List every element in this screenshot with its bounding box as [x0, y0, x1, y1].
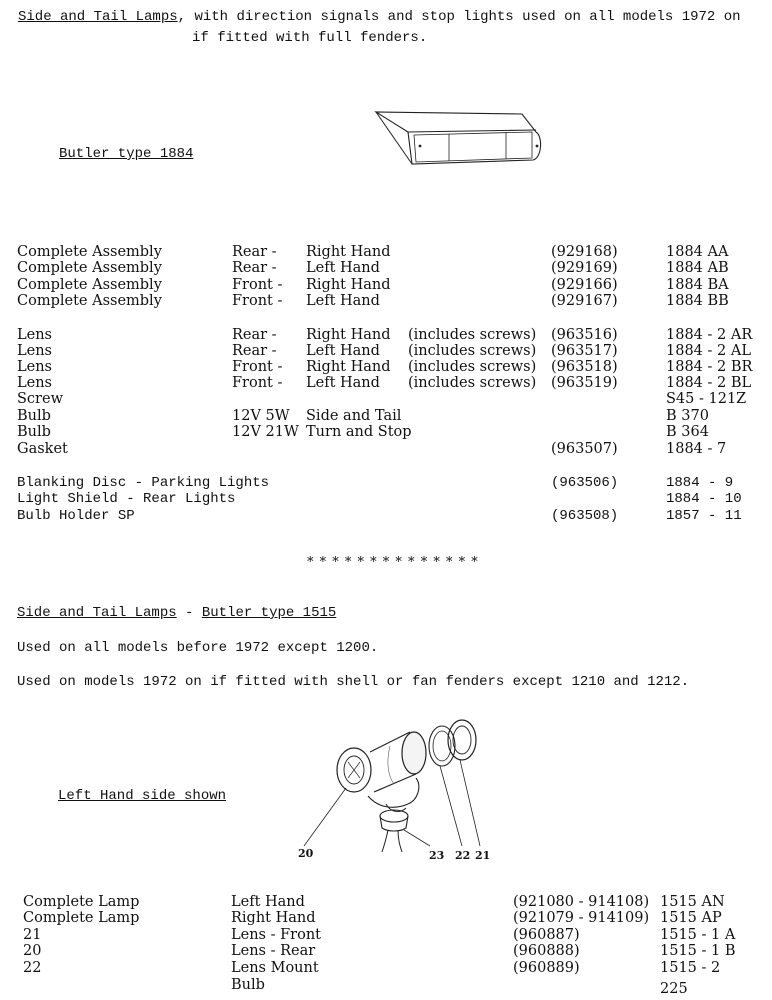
table-1884-row-2-c1: Complete Assembly: [17, 277, 162, 293]
left-hand-side-caption: Left Hand side shown: [58, 788, 227, 804]
table-1884-row-3-c1: Complete Assembly: [17, 293, 162, 309]
table-1884-row-2-c6: 1884 BA: [666, 277, 729, 293]
table-1884-row-10-c6: B 364: [666, 424, 709, 440]
table-1884-extra-row-2-c5: (963508): [551, 508, 619, 524]
table-1515-row-0-c2: Left Hand: [231, 894, 305, 910]
table-1884-row-7-c6: 1884 - 2 BL: [666, 375, 752, 391]
table-1884-row-2-c3: Right Hand: [306, 277, 391, 293]
table-1884-row-7-c3: Left Hand: [306, 375, 380, 391]
table-1515-row-0-c4: 1515 AN: [660, 894, 725, 910]
table-1884-extra-row-0-c6: 1884 - 9: [666, 475, 734, 491]
table-1515-row-3-c4: 1515 - 1 B: [660, 943, 736, 959]
header-line-1: [18, 9, 741, 25]
table-1884-row-0-c6: 1884 AA: [666, 244, 729, 260]
table-1884-row-3-c6: 1884 BB: [666, 293, 729, 309]
table-1884-row-3-c5: (929167): [551, 293, 618, 309]
section-2-note-2: Used on models 1972 on if fitted with shell or fan fenders except 1210 and 1212.: [17, 674, 690, 690]
table-1884-row-10-c2: 12V 21W: [232, 424, 299, 440]
table-1884-row-8-c6: S45 - 121Z: [666, 391, 747, 407]
header-line-2: if fitted with full fenders.: [192, 30, 428, 46]
table-1515-row-1-c3: (921079 - 914109): [513, 910, 650, 926]
table-1515-row-3-c2: Lens - Rear: [231, 943, 316, 959]
table-1884-row-4-c3: Right Hand: [306, 327, 391, 343]
table-1884-row-4-c1: Lens: [17, 327, 52, 343]
table-1884-row-8-c1: Screw: [17, 391, 63, 407]
table-1884-row-3-c3: Left Hand: [306, 293, 380, 309]
table-1884-row-0-c5: (929168): [551, 244, 618, 260]
table-1884-row-10-c1: Bulb: [17, 424, 51, 440]
table-1884-row-5-c6: 1884 - 2 AL: [666, 343, 751, 359]
table-1515-row-2-c4: 1515 - 1 A: [660, 927, 736, 943]
table-1884-row-7-c2: Front -: [232, 375, 283, 391]
table-1884-row-5-c4: (includes screws): [408, 343, 537, 359]
table-1884-row-2-c2: Front -: [232, 277, 283, 293]
table-1515-row-4-c1: 22: [23, 960, 42, 976]
separator-stars: * * * * * * * * * * * * * *: [307, 555, 479, 570]
section-2-title-dash: -: [176, 605, 202, 621]
table-1884-row-7-c1: Lens: [17, 375, 52, 391]
table-1884-row-4-c2: Rear -: [232, 327, 277, 343]
table-1884-row-10-c3: Turn and Stop: [306, 424, 412, 440]
section-2-title: [17, 605, 336, 621]
table-1884-row-9-c3: Side and Tail: [306, 408, 402, 424]
table-1884-row-4-c6: 1884 - 2 AR: [666, 327, 753, 343]
table-1884-row-2-c5: (929166): [551, 277, 618, 293]
table-1884-extra-row-2-c1: Bulb Holder SP: [17, 508, 135, 524]
table-1884-row-11-c5: (963507): [551, 441, 618, 457]
table-1884-row-1-c5: (929169): [551, 260, 618, 276]
butler-type-1884-label: Butler type 1884: [59, 146, 194, 162]
table-1884-row-4-c5: (963516): [551, 327, 618, 343]
table-1884-row-9-c2: 12V 5W: [232, 408, 290, 424]
section-2-title-text: Side and Tail Lamps: [17, 605, 177, 621]
table-1515-row-3-c1: 20: [23, 943, 42, 959]
table-1515-row-3-c3: (960888): [513, 943, 580, 959]
table-1515-row-1-c2: Right Hand: [231, 910, 316, 926]
table-1515-row-2-c1: 21: [23, 927, 42, 943]
callout-21: 21: [475, 849, 491, 862]
table-1515-row-2-c3: (960887): [513, 927, 580, 943]
lamp-1515-exploded-drawing: [290, 712, 510, 862]
table-1884-extra-row-0-c5: (963506): [551, 475, 619, 491]
header-line-1-rest: , with direction signals and stop lights used on all models 1972 on: [177, 9, 741, 25]
table-1884-extra-row-1-c6: 1884 - 10: [666, 491, 742, 507]
table-1884-row-9-c1: Bulb: [17, 408, 51, 424]
table-1884-row-0-c2: Rear -: [232, 244, 277, 260]
table-1515-row-4-c4: 1515 - 2: [660, 960, 721, 976]
table-1515-row-1-c1: Complete Lamp: [23, 910, 140, 926]
table-1515-row-5-c2: Bulb: [231, 977, 265, 993]
callout-23: 23: [429, 849, 445, 862]
section-2-title-type: Butler type 1515: [201, 605, 337, 621]
table-1884-row-0-c1: Complete Assembly: [17, 244, 162, 260]
table-1884-row-1-c3: Left Hand: [306, 260, 380, 276]
header-title: Side and Tail Lamps: [18, 9, 178, 25]
table-1884-row-1-c2: Rear -: [232, 260, 277, 276]
table-1884-extra-row-2-c6: 1857 - 11: [666, 508, 742, 524]
table-1515-row-0-c1: Complete Lamp: [23, 894, 140, 910]
table-1884-row-1-c1: Complete Assembly: [17, 260, 162, 276]
table-1515-row-0-c3: (921080 - 914108): [513, 894, 650, 910]
table-1515-row-4-c2: Lens Mount: [231, 960, 319, 976]
table-1884-extra-row-0-c1: Blanking Disc - Parking Lights: [17, 475, 270, 491]
table-1884-row-11-c6: 1884 - 7: [666, 441, 727, 457]
table-1884-row-4-c4: (includes screws): [408, 327, 537, 343]
table-1884-row-7-c4: (includes screws): [408, 375, 537, 391]
table-1884-row-11-c1: Gasket: [17, 441, 68, 457]
lamp-1884-drawing: [372, 108, 547, 170]
table-1884-extra-row-1-c1: Light Shield - Rear Lights: [17, 491, 236, 507]
table-1884-row-6-c2: Front -: [232, 359, 283, 375]
table-1884-row-1-c6: 1884 AB: [666, 260, 729, 276]
table-1515-row-4-c3: (960889): [513, 960, 580, 976]
table-1884-row-6-c4: (includes screws): [408, 359, 537, 375]
table-1884-row-0-c3: Right Hand: [306, 244, 391, 260]
table-1515-row-2-c2: Lens - Front: [231, 927, 321, 943]
table-1884-row-3-c2: Front -: [232, 293, 283, 309]
section-2-note-1: Used on all models before 1972 except 1200.: [17, 640, 379, 656]
table-1884-row-5-c3: Left Hand: [306, 343, 380, 359]
callout-20: 20: [298, 847, 314, 860]
table-1515-row-1-c4: 1515 AP: [660, 910, 722, 926]
table-1884-row-7-c5: (963519): [551, 375, 618, 391]
table-1884-row-6-c1: Lens: [17, 359, 52, 375]
table-1884-row-5-c5: (963517): [551, 343, 618, 359]
table-1884-row-5-c1: Lens: [17, 343, 52, 359]
table-1884-row-6-c3: Right Hand: [306, 359, 391, 375]
table-1884-row-9-c6: B 370: [666, 408, 709, 424]
table-1884-row-5-c2: Rear -: [232, 343, 277, 359]
table-1884-row-6-c5: (963518): [551, 359, 618, 375]
callout-22: 22: [455, 849, 471, 862]
table-1515-row-5-c4: 225: [660, 981, 688, 997]
table-1884-row-6-c6: 1884 - 2 BR: [666, 359, 753, 375]
